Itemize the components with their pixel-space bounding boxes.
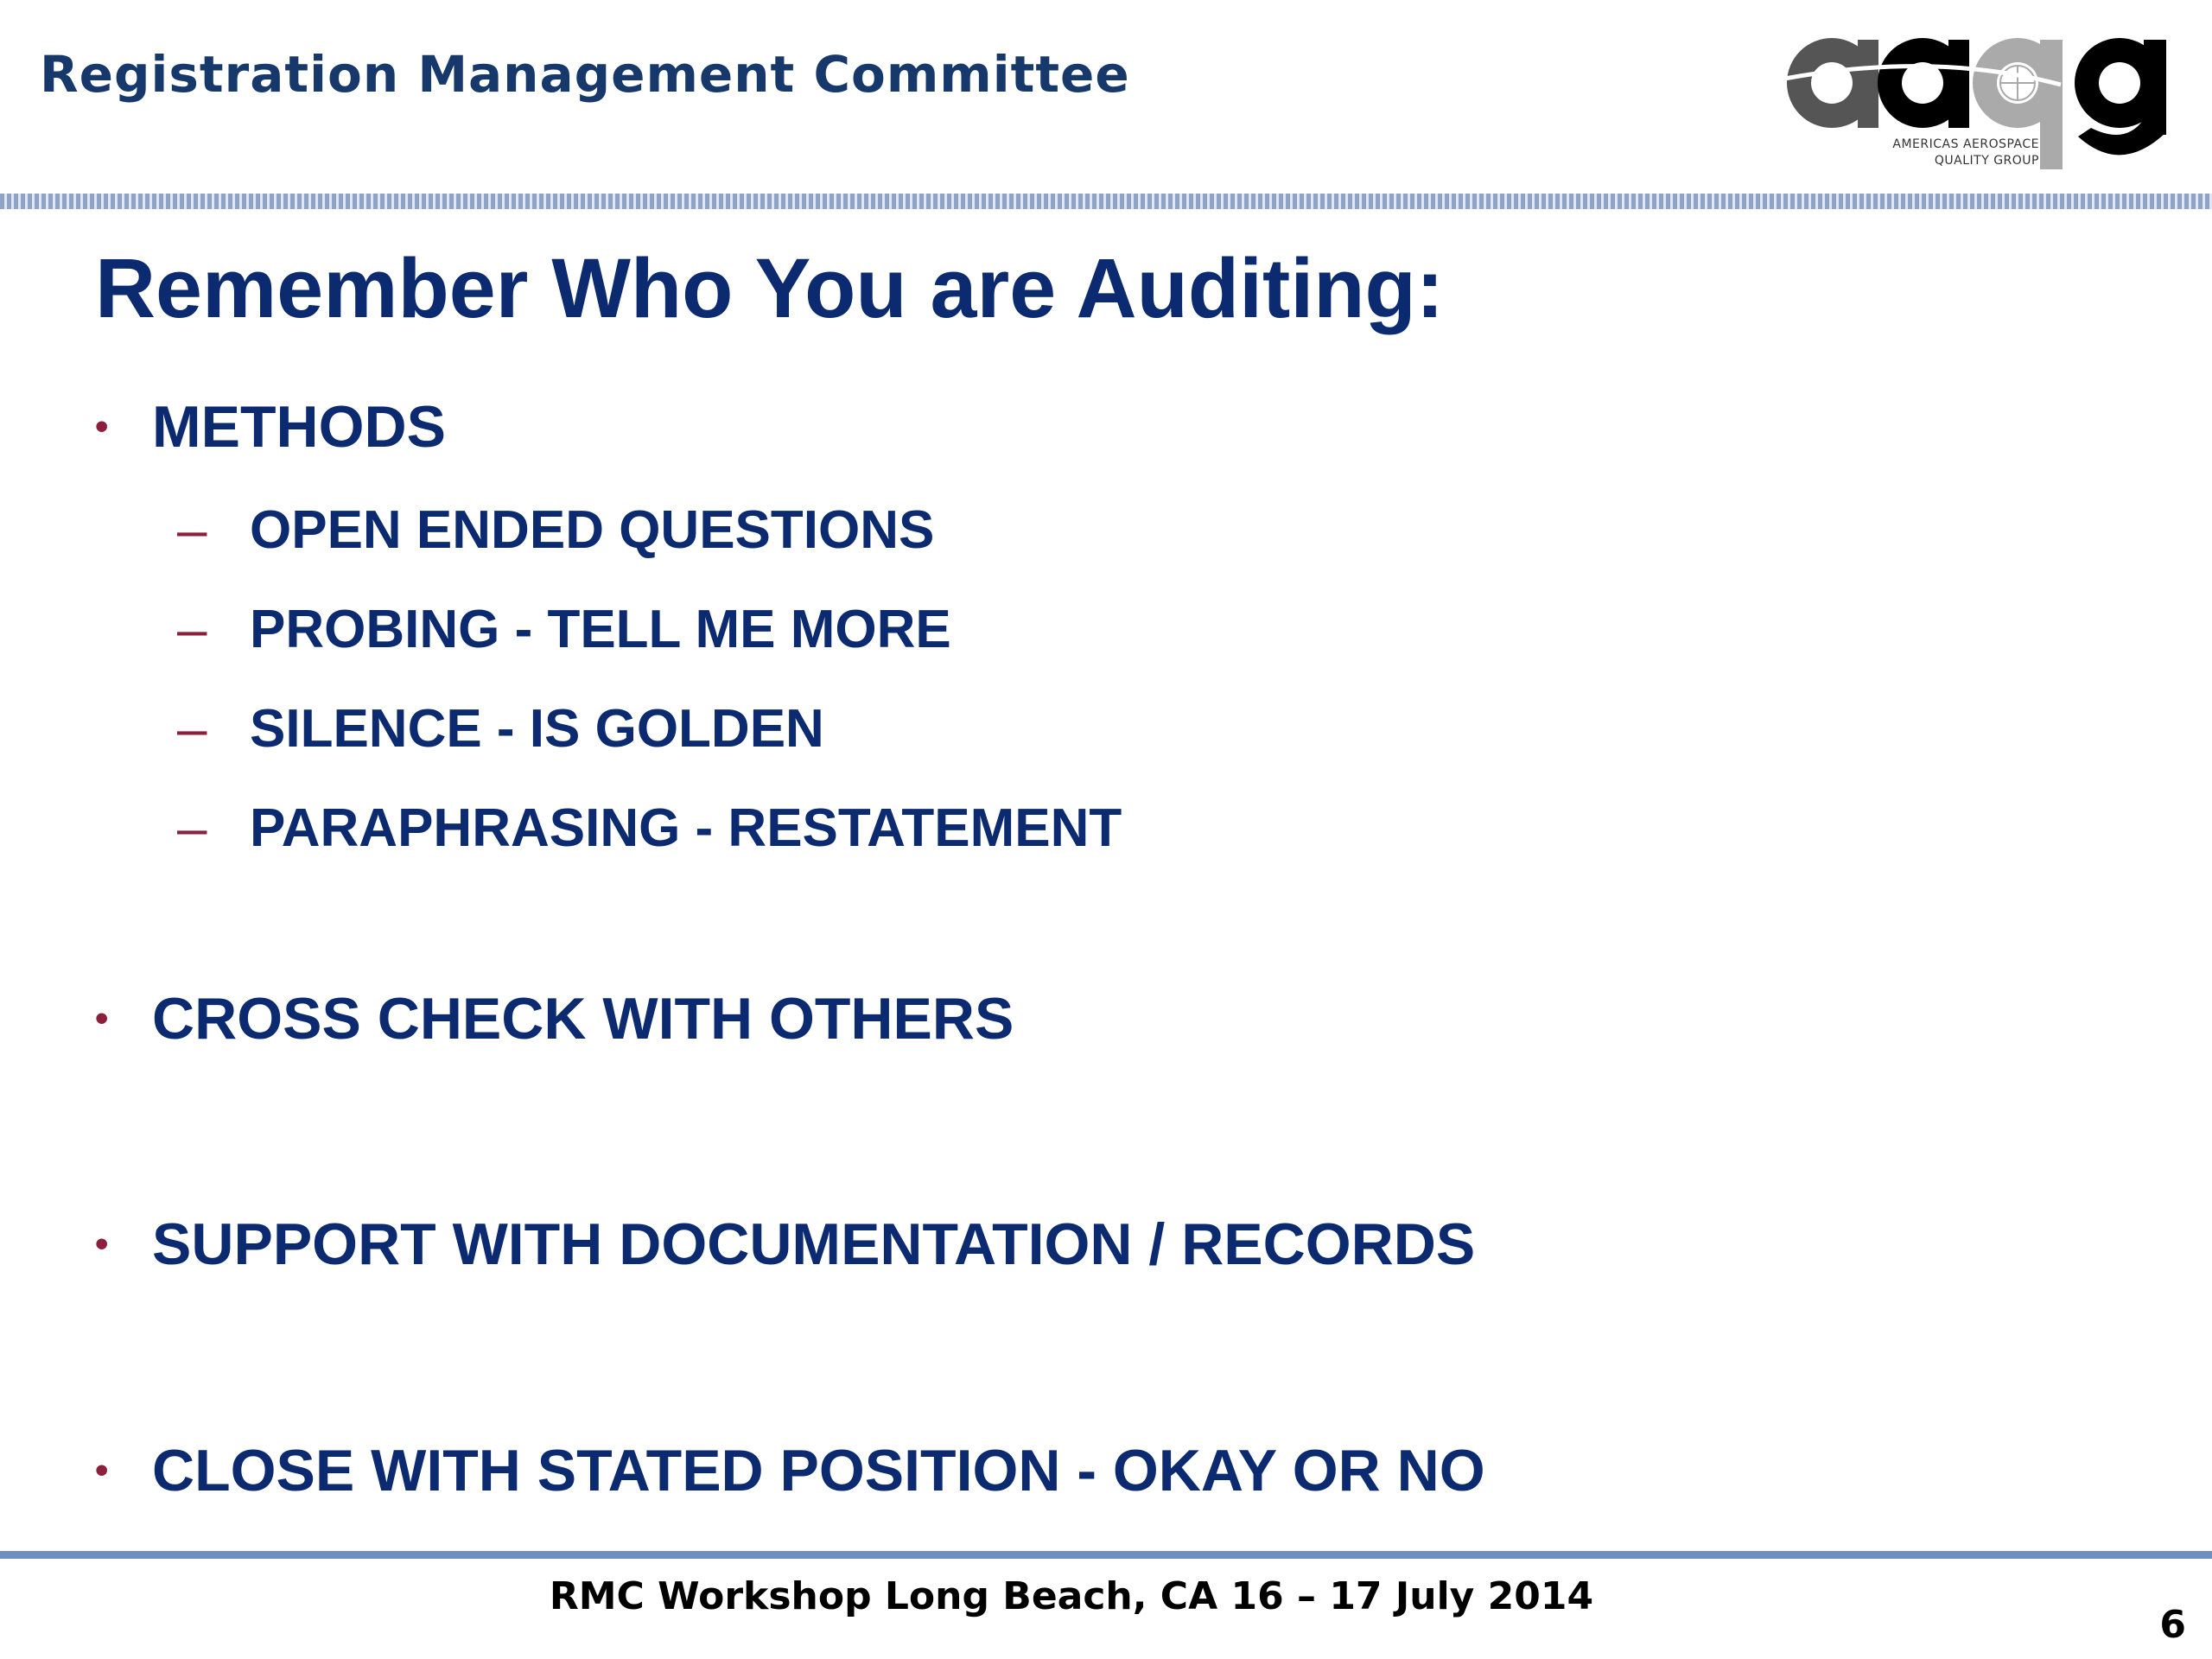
bullet-text: CLOSE WITH STATED POSITION - OKAY OR NO (152, 1438, 1485, 1503)
sub-item (177, 798, 1122, 859)
footer-divider (0, 1551, 2212, 1559)
header-divider (0, 194, 2212, 209)
sub-mark: – (177, 500, 207, 560)
sub-text: PARAPHRASING - RESTATEMENT (250, 798, 1122, 858)
bullet-text: SUPPORT WITH DOCUMENTATION / RECORDS (152, 1211, 1476, 1277)
sub-text: PROBING - TELL ME MORE (250, 600, 951, 659)
sub-item (177, 698, 824, 760)
sub-item (177, 599, 951, 660)
logo-caption-line1: AMERICAS AEROSPACE (1892, 137, 2039, 151)
header-title: Registration Management Committee (40, 45, 1130, 104)
bullet-item (95, 1437, 1485, 1504)
footer-text: RMC Workshop Long Beach, CA 16 – 17 July 2014 (549, 1574, 1594, 1618)
bullet-mark: • (95, 405, 109, 448)
bullet-mark: • (95, 1223, 109, 1265)
bullet-mark: • (95, 997, 109, 1039)
logo-letter-g (2075, 38, 2166, 155)
slide-title: Remember Who You are Auditing: (95, 241, 1445, 335)
bullet-text: METHODS (152, 394, 446, 460)
logo-letter-a2 (1878, 38, 1969, 128)
bullet-item (95, 985, 1014, 1052)
bullet-item (95, 393, 446, 461)
sub-mark: – (177, 699, 207, 759)
logo-letter-a1 (1787, 38, 1878, 128)
bullet-item (95, 1211, 1475, 1278)
sub-item (177, 499, 934, 561)
sub-text: OPEN ENDED QUESTIONS (250, 500, 935, 560)
bullet-mark: • (95, 1449, 109, 1491)
sub-mark: – (177, 798, 207, 858)
sub-text: SILENCE - IS GOLDEN (250, 699, 824, 759)
logo-caption (1884, 137, 2039, 169)
page-number: 6 (2159, 1603, 2186, 1647)
bullet-text: CROSS CHECK WITH OTHERS (152, 986, 1014, 1052)
logo-caption-line2: QUALITY GROUP (1934, 154, 2039, 168)
sub-mark: – (177, 600, 207, 659)
